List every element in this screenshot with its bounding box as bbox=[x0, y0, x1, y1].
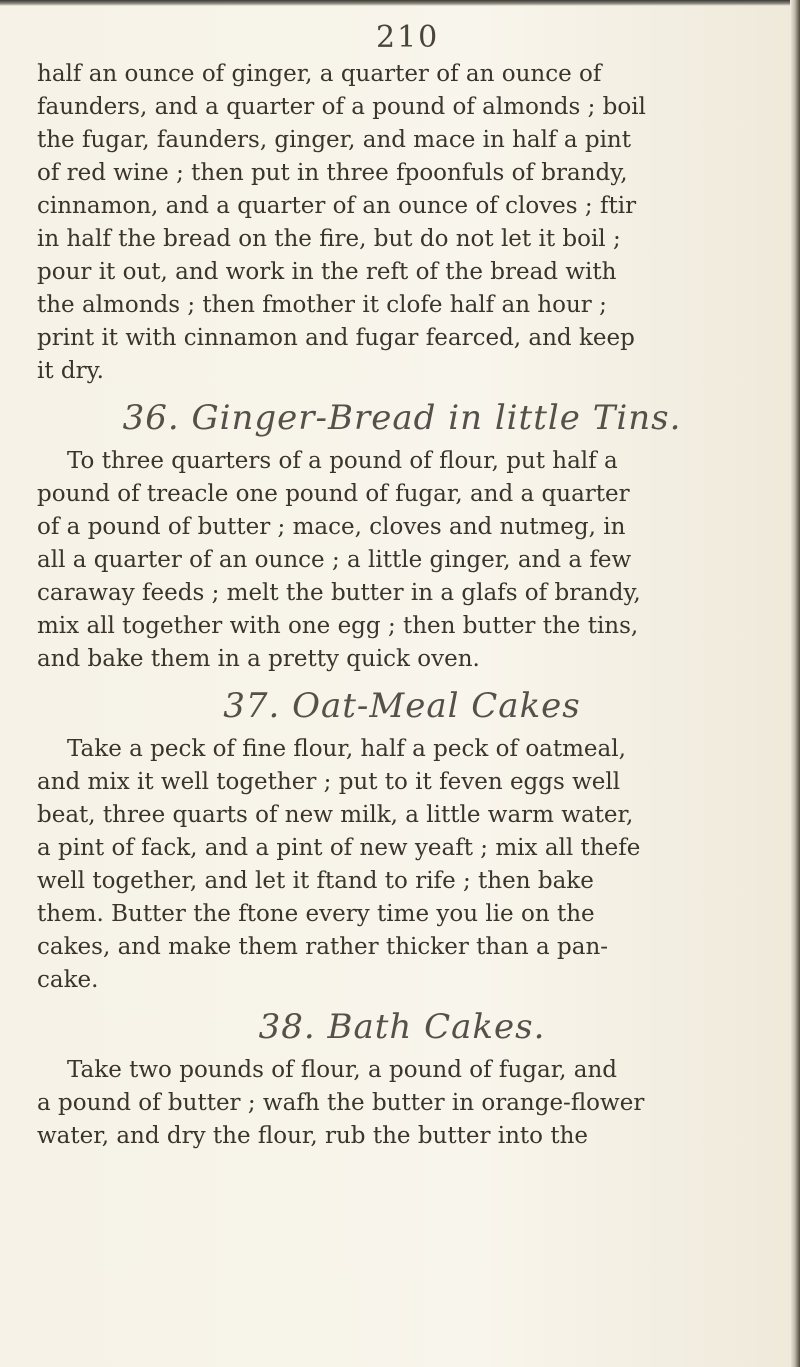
text-line: pound of treacle one pound of fugar, and a quarter bbox=[37, 481, 630, 507]
text-line: and bake them in a pretty quick oven. bbox=[37, 646, 480, 672]
text-line: half an ounce of ginger, a quarter of an ounce of bbox=[37, 61, 602, 87]
text-line: a pint of fack, and a pint of new yeaft ; mix all thefe bbox=[37, 835, 641, 861]
text-line: Take two pounds of flour, a pound of fugar, and bbox=[67, 1057, 618, 1083]
page-binding-edge bbox=[790, 0, 800, 1367]
text-line: beat, three quarts of new milk, a little warm water, bbox=[37, 802, 634, 828]
text-line: in half the bread on the fire, but do not let it boil ; bbox=[37, 226, 621, 252]
text-line: all a quarter of an ounce ; a little ginger, and a few bbox=[37, 547, 632, 573]
recipe-36 bbox=[37, 398, 767, 676]
text-line: a pound of butter ; wafh the butter in orange-flower bbox=[37, 1090, 645, 1116]
text-line: water, and dry the flour, rub the butter into the bbox=[37, 1123, 588, 1149]
recipe-37 bbox=[37, 686, 767, 997]
intro-paragraph bbox=[37, 58, 767, 388]
text-line: cake. bbox=[37, 967, 99, 993]
recipe-title: 38. Bath Cakes. bbox=[258, 1007, 546, 1047]
recipe-text bbox=[37, 733, 767, 997]
text-line: and mix it well together ; put to it feven eggs well bbox=[37, 769, 621, 795]
page-content bbox=[37, 58, 767, 1153]
text-line: cinnamon, and a quarter of an ounce of cloves ; ftir bbox=[37, 193, 637, 219]
text-line: pour it out, and work in the reft of the bread with bbox=[37, 259, 617, 285]
text-line: faunders, and a quarter of a pound of almonds ; boil bbox=[37, 94, 646, 120]
page-number: 210 bbox=[376, 20, 440, 55]
text-line: of a pound of butter ; mace, cloves and nutmeg, in bbox=[37, 514, 626, 540]
text-line: Take a peck of fine flour, half a peck of oatmeal, bbox=[67, 736, 626, 762]
recipe-title: 36. Ginger-Bread in little Tins. bbox=[122, 398, 682, 438]
recipe-title: 37. Oat-Meal Cakes bbox=[223, 686, 581, 726]
text-line: cakes, and make them rather thicker than a pan- bbox=[37, 934, 609, 960]
text-line: the almonds ; then fmother it clofe half an hour ; bbox=[37, 292, 607, 318]
text-line: the fugar, faunders, ginger, and mace in half a pint bbox=[37, 127, 631, 153]
text-line: print it with cinnamon and fugar fearced, and keep bbox=[37, 325, 635, 351]
recipe-text bbox=[37, 1054, 767, 1153]
text-line: mix all together with one egg ; then butter the tins, bbox=[37, 613, 639, 639]
recipe-text bbox=[37, 445, 767, 676]
text-line: well together, and let it ftand to rife ; then bake bbox=[37, 868, 594, 894]
text-line: it dry. bbox=[37, 358, 104, 384]
text-line: To three quarters of a pound of flour, put half a bbox=[67, 448, 618, 474]
text-line: caraway feeds ; melt the butter in a glafs of brandy, bbox=[37, 580, 641, 606]
page-top-edge bbox=[0, 0, 800, 6]
text-line: them. Butter the ftone every time you lie on the bbox=[37, 901, 595, 927]
recipe-38 bbox=[37, 1007, 767, 1153]
text-line: of red wine ; then put in three fpoonfuls of brandy, bbox=[37, 160, 628, 186]
